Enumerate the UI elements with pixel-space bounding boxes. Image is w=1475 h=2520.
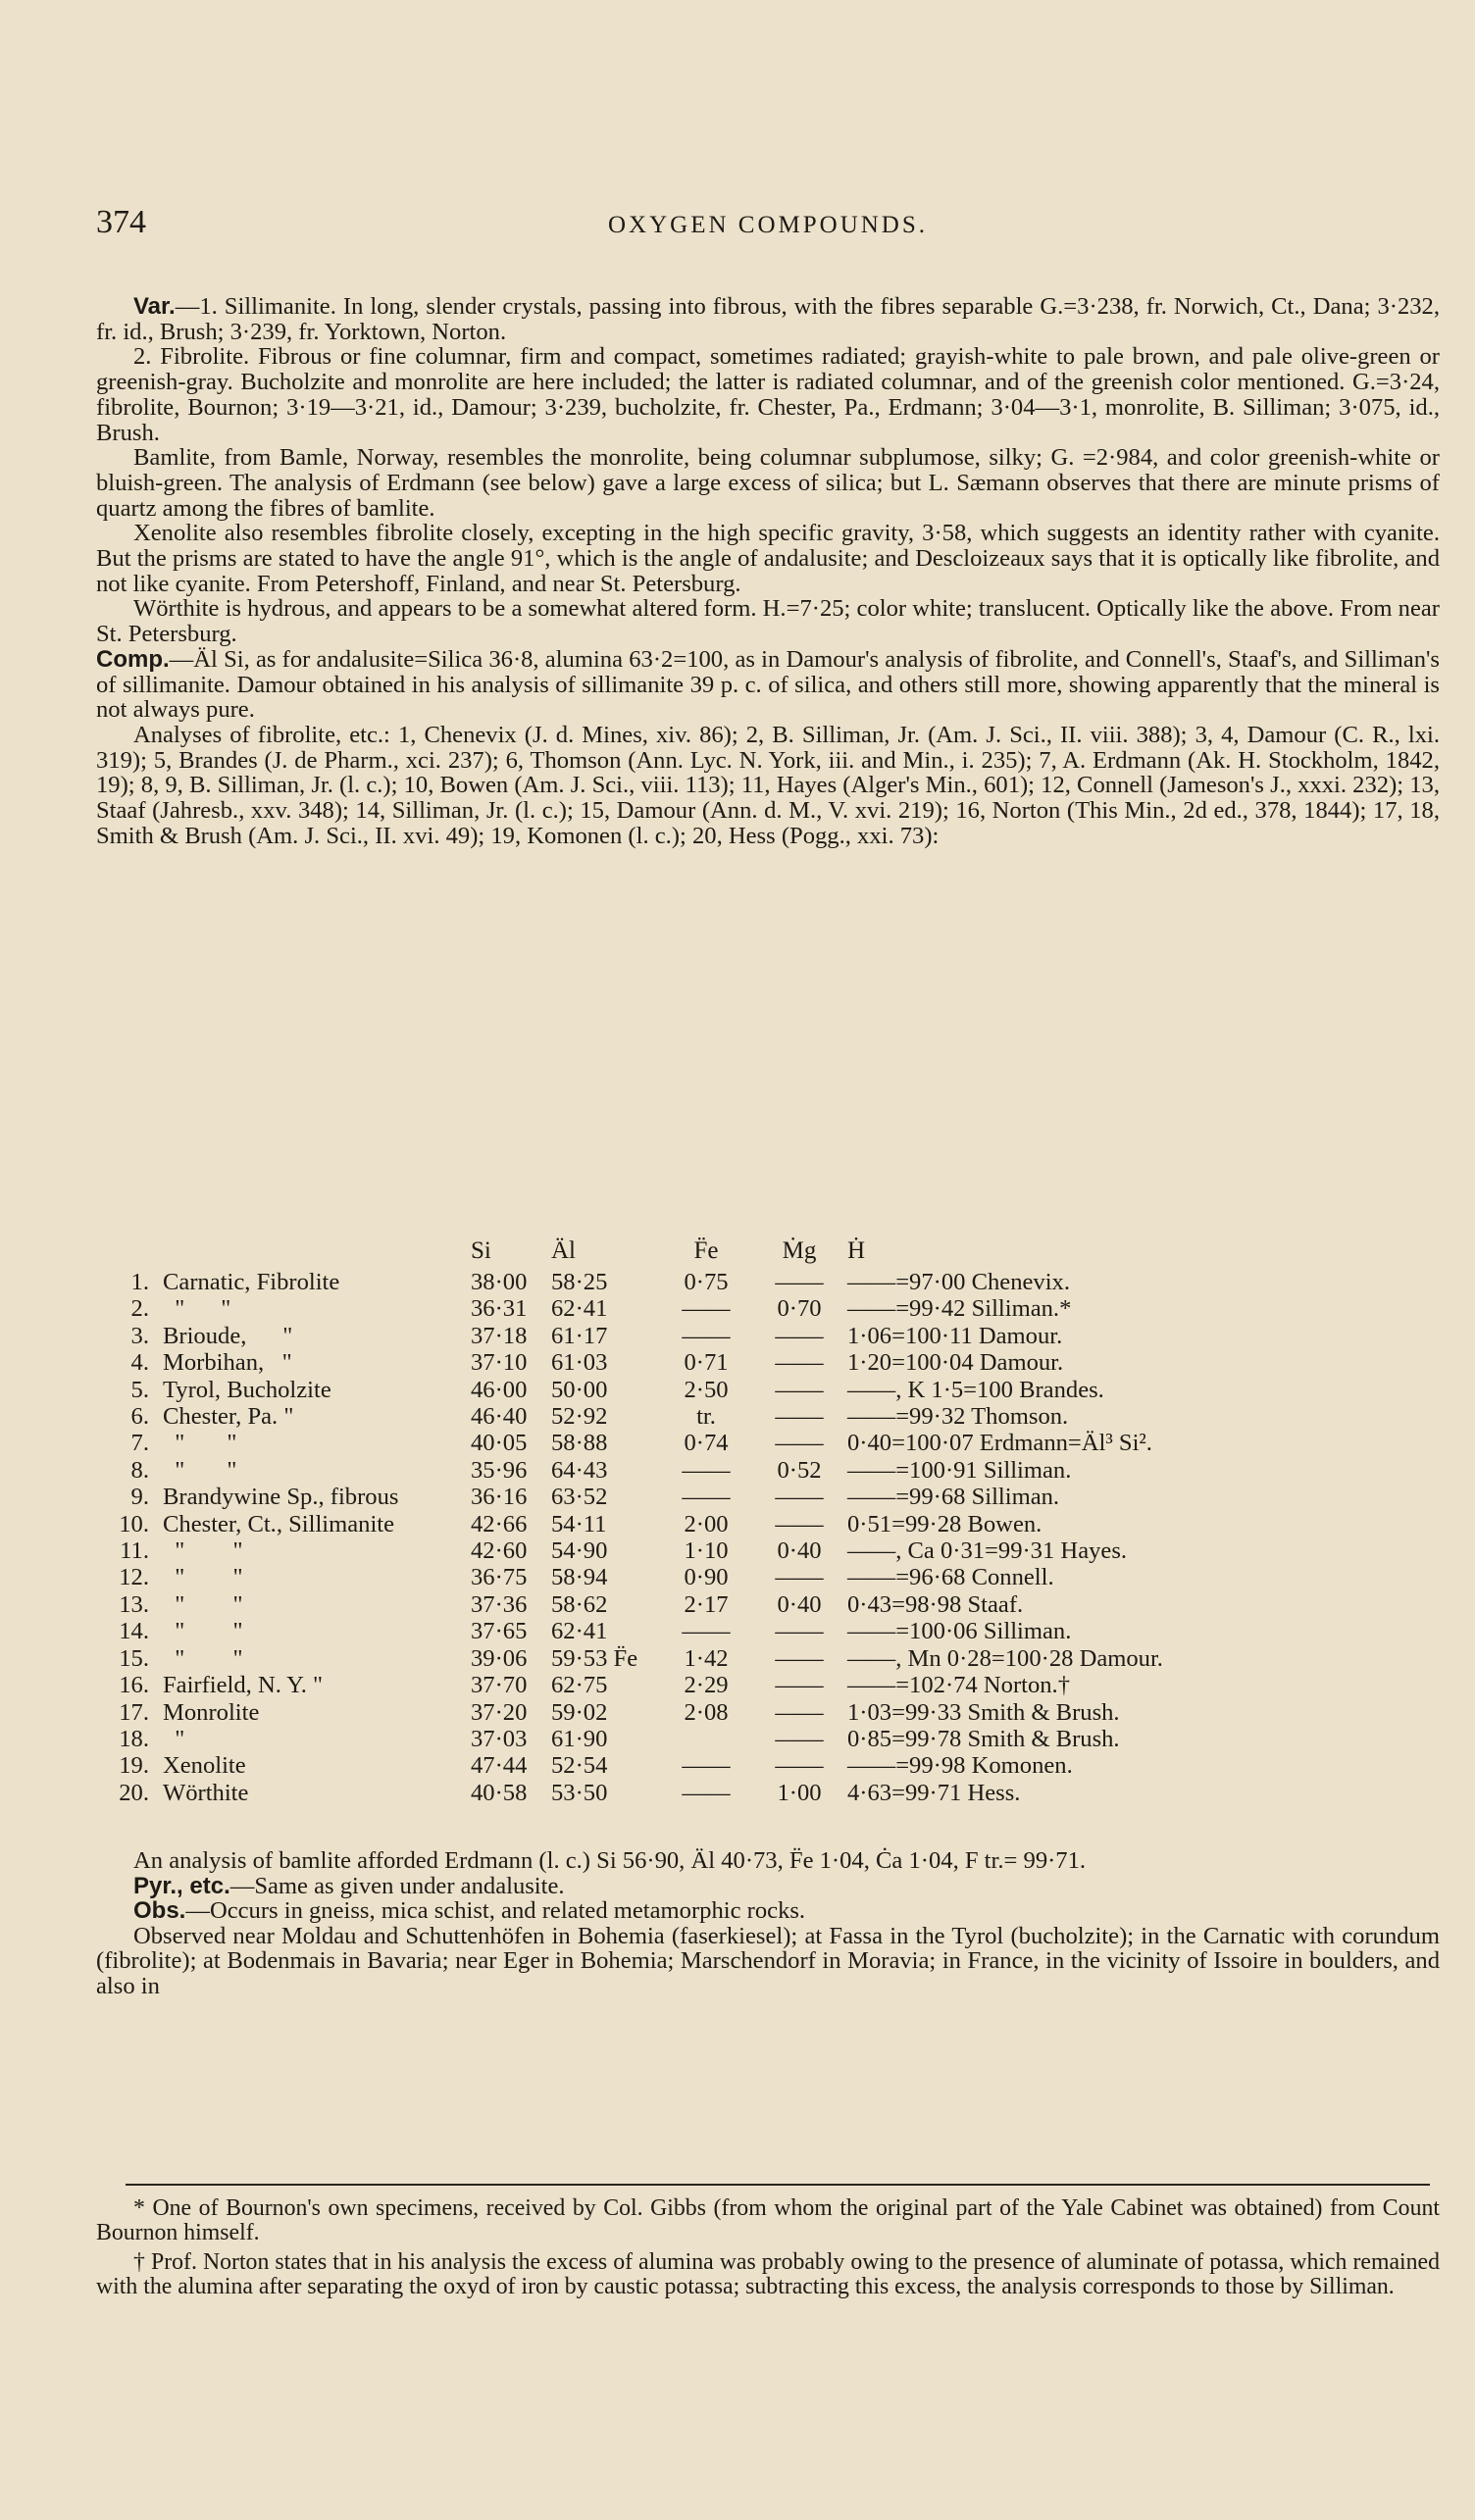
table-row bbox=[98, 1564, 1240, 1590]
footnote-divider bbox=[126, 2184, 1430, 2186]
cell-si: 46·00 bbox=[471, 1376, 528, 1403]
cell-loc: Chester, Pa. " bbox=[163, 1403, 294, 1431]
cell-no: 17. bbox=[119, 1698, 149, 1726]
cell-loc: Morbihan, " bbox=[163, 1349, 292, 1377]
cell-al: 61·17 bbox=[551, 1322, 608, 1349]
cell-al: 58·25 bbox=[551, 1269, 608, 1295]
page-number: 374 bbox=[96, 204, 146, 240]
cell-no: 16. bbox=[119, 1672, 149, 1699]
cell-no: 1. bbox=[130, 1269, 149, 1295]
table-row bbox=[98, 1672, 1240, 1698]
bamlite-paragraph: Bamlite, from Bamle, Norway, resembles the monrolite, being columnar subplumose, silky; G. =2·984, and color greenish-white or bluish-green. The analysis of Erdmann (see below) gave a large excess of silica; but L. Sæmann observes that there are minute prisms of quartz among the fibres of bamlite. bbox=[96, 444, 1440, 522]
cell-si: 40·58 bbox=[471, 1779, 528, 1806]
cell-fe: 0·75 bbox=[684, 1269, 729, 1295]
cell-no: 9. bbox=[130, 1484, 149, 1511]
cell-fe: 0·90 bbox=[684, 1564, 729, 1591]
cell-si: 38·00 bbox=[471, 1269, 528, 1295]
cell-fe: 0·71 bbox=[684, 1349, 729, 1377]
cell-loc: Brioude, " bbox=[163, 1322, 293, 1349]
table-row bbox=[98, 1537, 1240, 1564]
cell-si: 36·31 bbox=[471, 1295, 528, 1323]
cell-al: 64·43 bbox=[551, 1456, 608, 1484]
table-row bbox=[98, 1645, 1240, 1672]
cell-no: 5. bbox=[130, 1376, 149, 1403]
cell-al: 59·02 bbox=[551, 1698, 608, 1726]
cell-fe: 1·10 bbox=[684, 1537, 729, 1565]
footnote-dagger: † Prof. Norton states that in his analysis the excess of alumina was probably owing to the presence of aluminate of potassa, which remained with the alumina after separating the oxyd of iron by caustic potassa; subtracting this excess, the analysis corresponds to those by Silliman. bbox=[96, 2248, 1440, 2300]
cell-no: 3. bbox=[130, 1322, 149, 1349]
header-fe: F̈e bbox=[693, 1237, 719, 1265]
analyses-paragraph: Analyses of fibrolite, etc.: 1, Chenevix (J. d. Mines, xiv. 86); 2, B. Silliman, Jr. (Am. J. Sci., II. viii. 388); 3, 4, Damour (C. R., lxi. 319); 5, Brandes (J. de Pharm., xci. 237); 6, Thomson (Ann. Lyc. N. York, iii. and Min., i. 235); 7, A. Erdmann (Ak. H. Stockholm, 1842, 19); 8, 9, B. Silliman, Jr. (l. c.); 10, Bowen (Am. J. Sci., viii. 113); 11, Hayes (Alger's Min., 601); 12, Connell (Jameson's J., xxxi. 232); 13, Staaf (Jahresb., xxv. 348); 14, Silliman, Jr. (l. c.); 15, Damour (Ann. d. M., V. xvi. 219); 16, Norton (This Min., 2d ed., 378, 1844); 17, 18, Smith & Brush (Am. J. Sci., II. xvi. 49); 19, Komonen (l. c.); 20, Hess (Pogg., xxi. 73): bbox=[96, 721, 1440, 849]
pyr-label: Pyr., etc. bbox=[133, 1872, 230, 1899]
table-row bbox=[98, 1618, 1240, 1644]
cell-no: 4. bbox=[130, 1349, 149, 1377]
cell-mg: —— bbox=[775, 1725, 824, 1752]
running-title: OXYGEN COMPOUNDS. bbox=[607, 212, 929, 238]
cell-h: ——=99·42 Silliman.* bbox=[847, 1295, 1072, 1323]
cell-mg: 1·00 bbox=[777, 1779, 822, 1806]
page-header bbox=[96, 204, 1440, 253]
var-fibrolite-paragraph: 2. Fibrolite. Fibrous or fine columnar, firm and compact, sometimes radiated; grayish-white to pale brown, and pale olive-green or greenish-gray. Bucholzite and monrolite are here included; the latter is radiated columnar, and of the greenish color mentioned. G.=3·24, fibrolite, Bournon; 3·19—3·21, id., Damour; 3·239, bucholzite, fr. Chester, Pa., Erdmann; 3·04—3·1, monrolite, B. Silliman; 3·075, id., Brush. bbox=[96, 343, 1440, 446]
comp-paragraph: Comp.—Äl Si, as for andalusite=Silica 36·8, alumina 63·2=100, as in Damour's analysis of fibrolite, and Connell's, Staaf's, and Silliman's of sillimanite. Damour obtained in his analysis of sillimanite 39 p. c. of silica, and others still more, showing apparently that the mineral is not always pure. bbox=[96, 645, 1440, 724]
cell-fe: —— bbox=[682, 1779, 731, 1806]
cell-no: 20. bbox=[119, 1779, 149, 1806]
table-row bbox=[98, 1323, 1240, 1349]
cell-fe: —— bbox=[682, 1322, 731, 1349]
table-row bbox=[98, 1752, 1240, 1779]
cell-al: 58·62 bbox=[551, 1590, 608, 1618]
table-row bbox=[98, 1699, 1240, 1726]
cell-loc: " bbox=[163, 1725, 185, 1752]
cell-no: 13. bbox=[119, 1590, 149, 1618]
cell-si: 36·75 bbox=[471, 1564, 528, 1591]
cell-no: 11. bbox=[120, 1537, 149, 1565]
cell-mg: —— bbox=[775, 1403, 824, 1431]
cell-mg: —— bbox=[775, 1269, 824, 1295]
cell-al: 53·50 bbox=[551, 1779, 608, 1806]
xenolite-paragraph: Xenolite also resembles fibrolite closely, excepting in the high specific gravity, 3·58, which suggests an identity rather with cyanite. But the prisms are stated to have the angle 91°, which is the angle of andalusite; and Descloizeaux says that it is optically like fibrolite, and not like cyanite. From Petershoff, Finland, and near St. Petersburg. bbox=[96, 520, 1440, 597]
cell-si: 35·96 bbox=[471, 1456, 528, 1484]
cell-al: 61·03 bbox=[551, 1349, 608, 1377]
cell-h: ——=102·74 Norton.† bbox=[847, 1672, 1070, 1699]
comp-label: Comp. bbox=[96, 645, 170, 673]
var-sillimanite-paragraph: Var.—1. Sillimanite. In long, slender crystals, passing into fibrous, with the fibres separable G.=3·238, fr. Norwich, Ct., Dana; 3·232, fr. id., Brush; 3·239, fr. Yorktown, Norton. bbox=[96, 293, 1440, 345]
obs-label: Obs. bbox=[133, 1897, 186, 1924]
cell-h: ——, Mn 0·28=100·28 Damour. bbox=[847, 1644, 1163, 1672]
table-row bbox=[98, 1457, 1240, 1484]
cell-loc: Monrolite bbox=[163, 1698, 260, 1726]
cell-mg: —— bbox=[775, 1349, 824, 1377]
cell-mg: 0·40 bbox=[777, 1537, 822, 1565]
main-text bbox=[96, 294, 1440, 848]
table-row bbox=[98, 1403, 1240, 1430]
cell-loc: Carnatic, Fibrolite bbox=[163, 1269, 340, 1295]
cell-fe: 0·74 bbox=[684, 1430, 729, 1457]
cell-loc: " " bbox=[163, 1564, 243, 1591]
cell-fe bbox=[661, 1726, 751, 1752]
cell-si: 37·20 bbox=[471, 1698, 528, 1726]
var-label: Var. bbox=[133, 293, 176, 320]
table-row bbox=[98, 1377, 1240, 1403]
cell-h: ——, Ca 0·31=99·31 Hayes. bbox=[847, 1537, 1128, 1565]
footnotes bbox=[96, 2196, 1440, 2304]
cell-mg: —— bbox=[775, 1484, 824, 1511]
cell-mg: 0·40 bbox=[777, 1590, 822, 1618]
header-mg: Ṁg bbox=[782, 1237, 817, 1265]
cell-loc: " " bbox=[163, 1644, 243, 1672]
cell-loc: " " bbox=[163, 1618, 243, 1645]
cell-mg: 0·52 bbox=[777, 1456, 822, 1484]
cell-no: 15. bbox=[119, 1644, 149, 1672]
header-h: Ḣ bbox=[847, 1237, 866, 1265]
cell-loc: Chester, Ct., Sillimanite bbox=[163, 1510, 395, 1537]
cell-no: 14. bbox=[119, 1618, 149, 1645]
cell-h: 1·20=100·04 Damour. bbox=[847, 1349, 1064, 1377]
cell-al: 54·11 bbox=[551, 1510, 607, 1537]
cell-al: 54·90 bbox=[551, 1537, 608, 1565]
cell-h: ——=97·00 Chenevix. bbox=[847, 1269, 1070, 1295]
cell-mg: —— bbox=[775, 1672, 824, 1699]
after-table-text bbox=[96, 1848, 1440, 1998]
cell-h: ——, K 1·5=100 Brandes. bbox=[847, 1376, 1104, 1403]
table-row bbox=[98, 1511, 1240, 1537]
table-row bbox=[98, 1726, 1240, 1752]
cell-al: 52·54 bbox=[551, 1752, 608, 1780]
cell-mg: —— bbox=[775, 1510, 824, 1537]
cell-mg: —— bbox=[775, 1752, 824, 1780]
cell-loc: Xenolite bbox=[163, 1752, 246, 1780]
cell-no: 12. bbox=[119, 1564, 149, 1591]
header-al: Äl bbox=[551, 1237, 576, 1265]
table-row bbox=[98, 1780, 1240, 1806]
cell-loc: Brandywine Sp., fibrous bbox=[163, 1484, 399, 1511]
cell-al: 62·41 bbox=[551, 1618, 608, 1645]
pyr-paragraph: Pyr., etc.—Same as given under andalusite. bbox=[133, 1872, 565, 1899]
cell-si: 37·10 bbox=[471, 1349, 528, 1377]
bamlite-analysis-paragraph: An analysis of bamlite afforded Erdmann (l. c.) Si 56·90, Äl 40·73, F̈e 1·04, Ċa 1·04, F tr.= 99·71. bbox=[133, 1847, 1087, 1874]
cell-al: 58·88 bbox=[551, 1430, 608, 1457]
cell-h: ——=100·91 Silliman. bbox=[847, 1456, 1072, 1484]
table-header-row bbox=[98, 1234, 1240, 1269]
cell-al: 50·00 bbox=[551, 1376, 608, 1403]
cell-al: 61·90 bbox=[551, 1725, 608, 1752]
cell-fe: 2·29 bbox=[684, 1672, 729, 1699]
cell-loc: " " bbox=[163, 1590, 243, 1618]
table-row bbox=[98, 1484, 1240, 1510]
footnote-star: * One of Bournon's own specimens, received by Col. Gibbs (from whom the original part of the Yale Cabinet was obtained) from Count Bournon himself. bbox=[96, 2195, 1440, 2246]
table-row bbox=[98, 1430, 1240, 1456]
cell-mg: —— bbox=[775, 1698, 824, 1726]
cell-si: 46·40 bbox=[471, 1403, 528, 1431]
cell-no: 6. bbox=[130, 1403, 149, 1431]
cell-h: 0·43=98·98 Staaf. bbox=[847, 1590, 1024, 1618]
cell-h: ——=99·68 Silliman. bbox=[847, 1484, 1060, 1511]
cell-si: 37·65 bbox=[471, 1618, 528, 1645]
cell-loc: " " bbox=[163, 1430, 237, 1457]
table-body bbox=[98, 1269, 1240, 1806]
analyses-table bbox=[98, 1234, 1240, 1806]
cell-al: 63·52 bbox=[551, 1484, 608, 1511]
cell-loc: " " bbox=[163, 1537, 243, 1565]
cell-al: 62·41 bbox=[551, 1295, 608, 1323]
cell-loc: Tyrol, Bucholzite bbox=[163, 1376, 331, 1403]
cell-fe: tr. bbox=[696, 1403, 716, 1431]
cell-h: 0·40=100·07 Erdmann=Äl³ Si². bbox=[847, 1430, 1152, 1457]
cell-mg: —— bbox=[775, 1376, 824, 1403]
cell-si: 40·05 bbox=[471, 1430, 528, 1457]
cell-loc: " " bbox=[163, 1456, 237, 1484]
cell-loc: " " bbox=[163, 1295, 231, 1323]
cell-no: 19. bbox=[119, 1752, 149, 1780]
cell-h: ——=100·06 Silliman. bbox=[847, 1618, 1072, 1645]
cell-loc: Fairfield, N. Y. " bbox=[163, 1672, 324, 1699]
cell-fe: —— bbox=[682, 1456, 731, 1484]
table-row bbox=[98, 1295, 1240, 1322]
cell-h: ——=99·32 Thomson. bbox=[847, 1403, 1069, 1431]
cell-fe: 2·08 bbox=[684, 1698, 729, 1726]
cell-fe: 2·00 bbox=[684, 1510, 729, 1537]
cell-no: 10. bbox=[119, 1510, 149, 1537]
cell-h: 0·51=99·28 Bowen. bbox=[847, 1510, 1043, 1537]
cell-al: 52·92 bbox=[551, 1403, 608, 1431]
cell-fe: 2·50 bbox=[684, 1376, 729, 1403]
cell-mg: —— bbox=[775, 1322, 824, 1349]
cell-si: 42·66 bbox=[471, 1510, 528, 1537]
cell-si: 37·03 bbox=[471, 1725, 528, 1752]
cell-al: 59·53 F̈e bbox=[551, 1644, 638, 1672]
cell-si: 39·06 bbox=[471, 1644, 528, 1672]
cell-mg: —— bbox=[775, 1618, 824, 1645]
cell-no: 18. bbox=[119, 1725, 149, 1752]
cell-si: 47·44 bbox=[471, 1752, 528, 1780]
cell-fe: —— bbox=[682, 1295, 731, 1323]
cell-no: 2. bbox=[130, 1295, 149, 1323]
cell-fe: 1·42 bbox=[684, 1644, 729, 1672]
table-row bbox=[98, 1269, 1240, 1295]
observed-paragraph: Observed near Moldau and Schuttenhöfen in Bohemia (faserkiesel); at Fassa in the Tyrol (bucholzite); in the Carnatic with corundum (fibrolite); at Bodenmais in Bavaria; near Eger in Bohemia; Marschendorf in Moravia; in France, in the vicinity of Issoire in boulders, and also in bbox=[96, 1922, 1440, 1999]
cell-h: 0·85=99·78 Smith & Brush. bbox=[847, 1725, 1120, 1752]
cell-si: 37·18 bbox=[471, 1322, 528, 1349]
cell-si: 42·60 bbox=[471, 1537, 528, 1565]
cell-fe: —— bbox=[682, 1752, 731, 1780]
cell-fe: —— bbox=[682, 1618, 731, 1645]
cell-mg: —— bbox=[775, 1644, 824, 1672]
obs-paragraph: Obs.—Occurs in gneiss, mica schist, and related metamorphic rocks. bbox=[133, 1897, 806, 1924]
header-si: Si bbox=[471, 1237, 491, 1265]
cell-mg: —— bbox=[775, 1430, 824, 1457]
worthite-paragraph: Wörthite is hydrous, and appears to be a somewhat altered form. H.=7·25; color white; translucent. Optically like the above. From near St. Petersburg. bbox=[96, 595, 1440, 648]
cell-al: 58·94 bbox=[551, 1564, 608, 1591]
table-row bbox=[98, 1591, 1240, 1618]
cell-al: 62·75 bbox=[551, 1672, 608, 1699]
cell-si: 36·16 bbox=[471, 1484, 528, 1511]
cell-fe: —— bbox=[682, 1484, 731, 1511]
cell-no: 8. bbox=[130, 1456, 149, 1484]
cell-h: ——=96·68 Connell. bbox=[847, 1564, 1054, 1591]
cell-h: 1·03=99·33 Smith & Brush. bbox=[847, 1698, 1120, 1726]
cell-h: 4·63=99·71 Hess. bbox=[847, 1779, 1021, 1806]
cell-h: ——=99·98 Komonen. bbox=[847, 1752, 1073, 1780]
table-row bbox=[98, 1349, 1240, 1376]
cell-si: 37·70 bbox=[471, 1672, 528, 1699]
cell-no: 7. bbox=[130, 1430, 149, 1457]
cell-h: 1·06=100·11 Damour. bbox=[847, 1322, 1063, 1349]
cell-si: 37·36 bbox=[471, 1590, 528, 1618]
cell-mg: 0·70 bbox=[777, 1295, 822, 1323]
cell-loc: Wörthite bbox=[163, 1779, 249, 1806]
cell-fe: 2·17 bbox=[684, 1590, 729, 1618]
cell-mg: —— bbox=[775, 1564, 824, 1591]
